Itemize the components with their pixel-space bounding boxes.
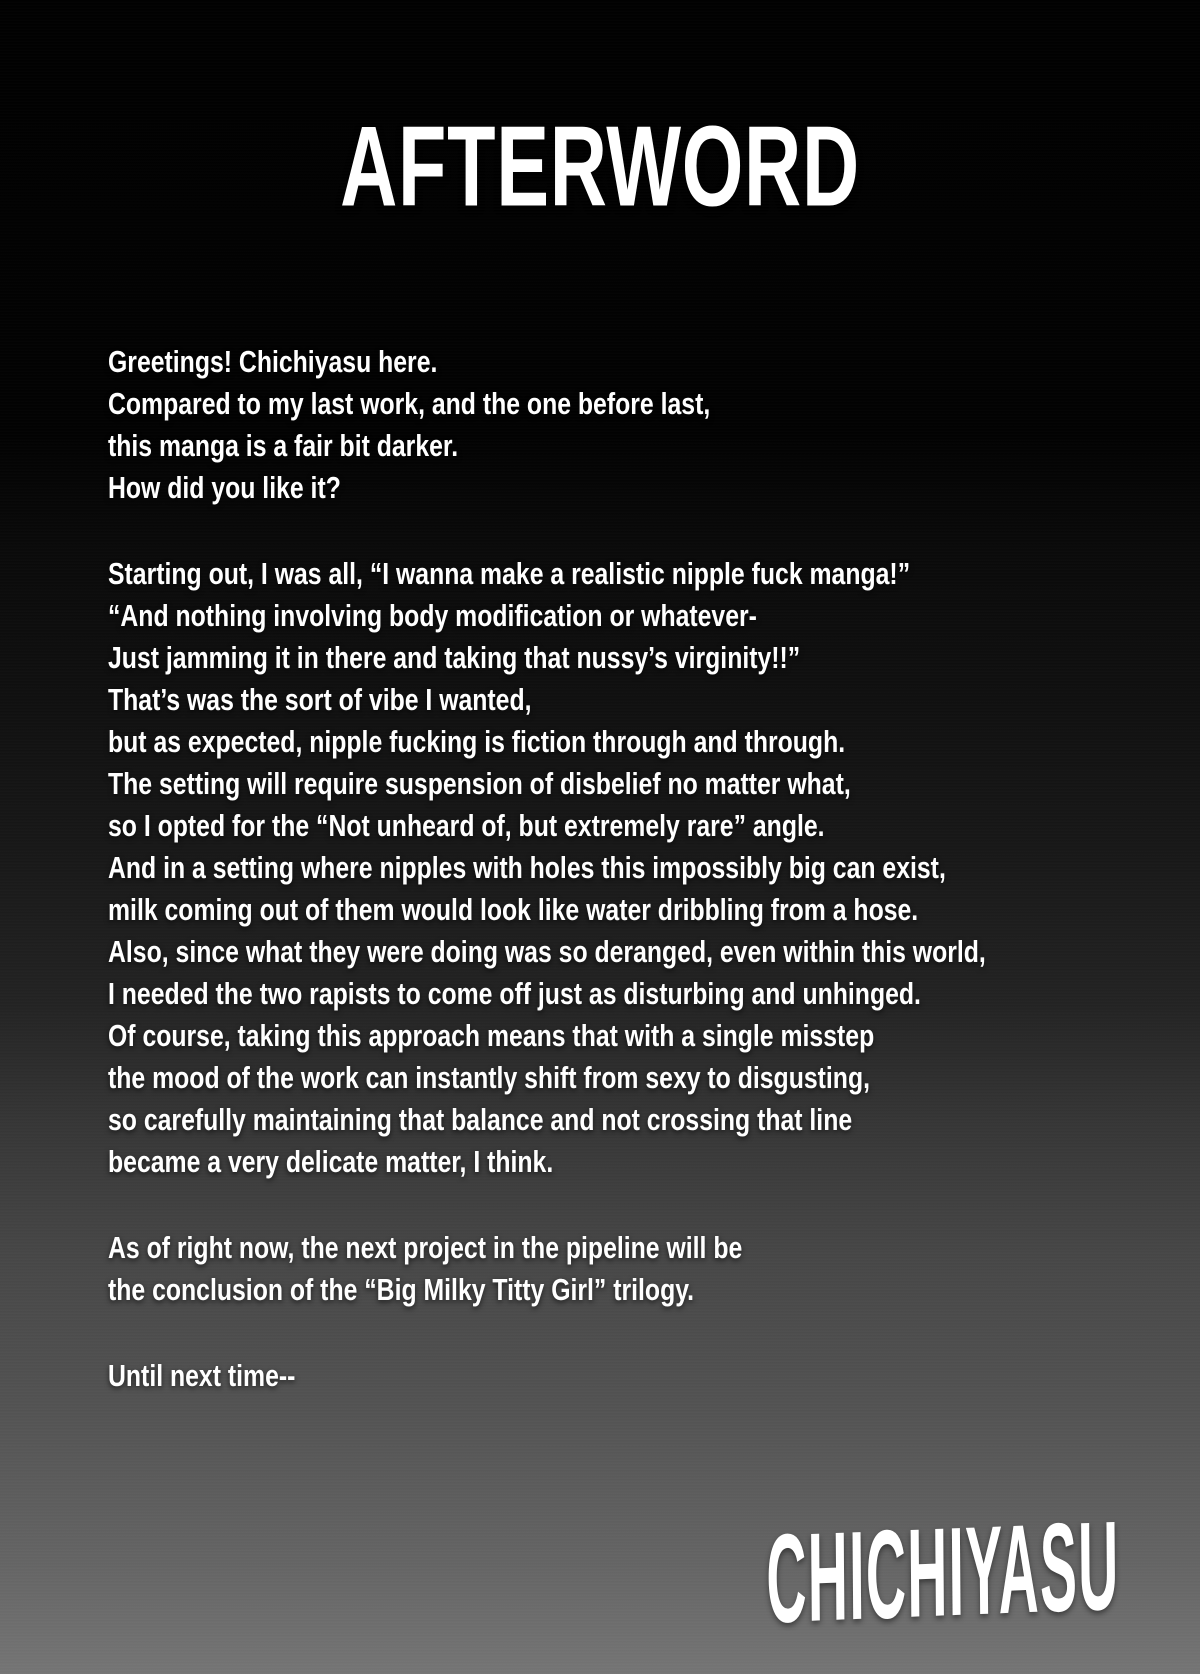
artist-signature: CHICHIYASU [765,1494,1121,1650]
text-line: milk coming out of them would look like water dribbling from a hose. [108,892,919,927]
text-line: so carefully maintaining that balance and not crossing that line [108,1102,853,1137]
text-line: became a very delicate matter, I think. [108,1144,554,1179]
text-line: Of course, taking this approach means that with a single misstep [108,1018,875,1053]
page-title: AFTERWORD [340,102,860,231]
text-line: so I opted for the “Not unheard of, but extremely rare” angle. [108,808,825,843]
text-line: The setting will require suspension of disbelief no matter what, [108,766,851,801]
text-line: this manga is a fair bit darker. [108,428,459,463]
paragraph [108,1227,1200,1311]
text-line: Greetings! Chichiyasu here. [108,344,438,379]
text-line: the conclusion of the “Big Milky Titty Girl” trilogy. [108,1272,695,1307]
text-line: I needed the two rapists to come off just as disturbing and unhinged. [108,976,921,1011]
paragraph [108,341,1200,509]
text-line: “And nothing involving body modification or whatever- [108,598,757,633]
text-line: That’s was the sort of vibe I wanted, [108,682,532,717]
paragraph [108,1355,1200,1397]
paragraph [108,553,1200,1183]
text-line: the mood of the work can instantly shift from sexy to disgusting, [108,1060,870,1095]
text-line: Just jamming it in there and taking that nussy’s virginity!!” [108,640,801,675]
text-line: Compared to my last work, and the one before last, [108,386,711,421]
text-line: Also, since what they were doing was so deranged, even within this world, [108,934,986,969]
text-line: As of right now, the next project in the pipeline will be [108,1230,743,1265]
text-line: but as expected, nipple fucking is fiction through and through. [108,724,846,759]
afterword-body [108,341,1200,1397]
text-line: Starting out, I was all, “I wanna make a realistic nipple fuck manga!” [108,556,911,591]
text-line: How did you like it? [108,470,341,505]
text-line: And in a setting where nipples with holes this impossibly big can exist, [108,850,946,885]
text-line: Until next time-- [108,1358,296,1393]
